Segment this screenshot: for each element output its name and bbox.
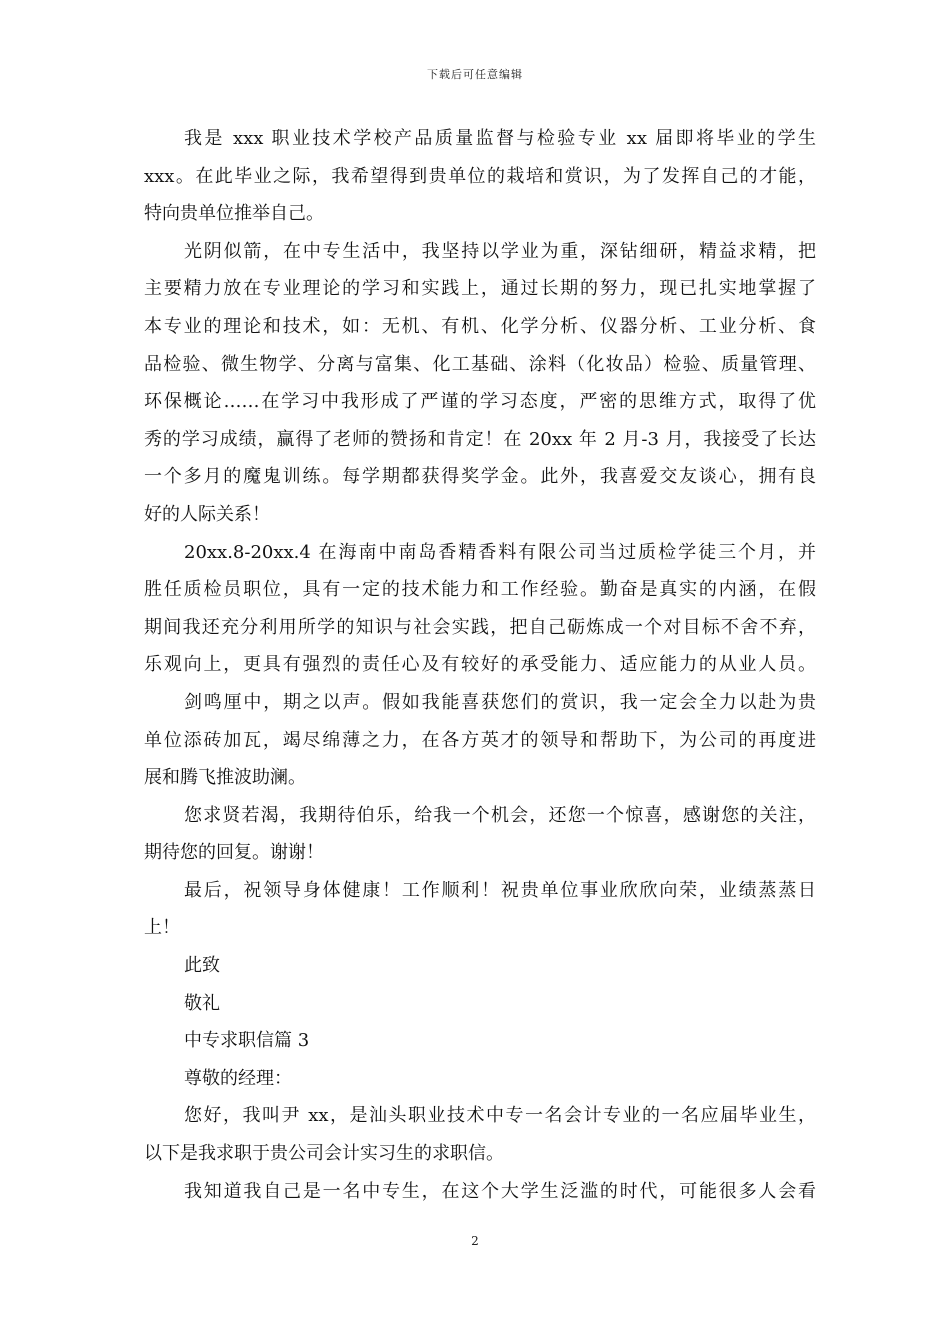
text-line: 我是 xxx 职业技术学校产品质量监督与检验专业 xx 届即将毕业的学生 xyxy=(184,128,816,149)
text-line: 光阴似箭，在中专生活中，我坚持以学业为重，深钻细研，精益求精，把 xyxy=(184,240,816,262)
text-line: 主要精力放在专业理论的学习和实践上，通过长期的努力，现已扎实地掌握了 xyxy=(144,278,816,300)
text-line: 展和腾飞推波助澜。 xyxy=(144,767,306,789)
text-line: 剑鸣厘中，期之以声。假如我能喜获您们的赏识，我一定会全力以赴为贵 xyxy=(184,691,816,713)
text-line: 本专业的理论和技术，如：无机、有机、化学分析、仪器分析、工业分析、食 xyxy=(144,315,816,337)
text-line: 胜任质检员职位，具有一定的技术能力和工作经验。勤奋是真实的内涵，在假 xyxy=(144,579,816,601)
text-line: 此致 xyxy=(184,955,220,977)
document-body xyxy=(144,120,816,1210)
text-line: 最后，祝领导身体健康！工作顺利！祝贵单位事业欣欣向荣，业绩蒸蒸日 xyxy=(184,879,816,901)
text-line: 您求贤若渴，我期待伯乐，给我一个机会，还您一个惊喜，感谢您的关注， xyxy=(184,804,816,826)
text-line: 期间我还充分利用所学的知识与社会实践，把自己砺炼成一个对目标不舍不弃， xyxy=(144,616,816,638)
text-line: xxx。在此毕业之际，我希望得到贵单位的栽培和赏识，为了发挥自己的才能， xyxy=(144,165,816,187)
page-header: 下载后可任意编辑 xyxy=(427,68,523,81)
text-line: 尊敬的经理： xyxy=(184,1067,292,1089)
text-line: 秀的学习成绩，赢得了老师的赞扬和肯定！在 20xx 年 2 月-3 月，我接受了长达 xyxy=(144,428,816,450)
text-line: 敬礼 xyxy=(184,992,220,1014)
text-line: 以下是我求职于贵公司会计实习生的求职信。 xyxy=(144,1143,504,1165)
text-line: 乐观向上，更具有强烈的责任心及有较好的承受能力、适应能力的从业人员。 xyxy=(144,654,816,676)
text-line: 上！ xyxy=(144,917,180,939)
text-line: 品检验、微生物学、分离与富集、化工基础、涂料（化妆品）检验、质量管理、 xyxy=(144,353,816,375)
text-line: 环保概论……在学习中我形成了严谨的学习态度，严密的思维方式，取得了优 xyxy=(144,391,816,413)
text-line: 好的人际关系！ xyxy=(144,503,270,525)
text-line: 单位添砖加瓦，竭尽绵薄之力，在各方英才的领导和帮助下，为公司的再度进 xyxy=(144,729,816,751)
page-number: 2 xyxy=(471,1234,479,1248)
text-line: 期待您的回复。谢谢！ xyxy=(144,842,324,864)
text-line: 特向贵单位推举自己。 xyxy=(144,203,324,225)
text-line: 一个多月的魔鬼训练。每学期都获得奖学金。此外，我喜爱交友谈心，拥有良 xyxy=(144,466,816,488)
text-line: 您好，我叫尹 xx，是汕头职业技术中专一名会计专业的一名应届毕业生， xyxy=(184,1105,816,1127)
text-line: 我知道我自己是一名中专生，在这个大学生泛滥的时代，可能很多人会看 xyxy=(184,1180,816,1202)
text-line: 20xx.8-20xx.4 在海南中南岛香精香料有限公司当过质检学徒三个月，并 xyxy=(184,541,816,563)
text-line: 中专求职信篇 3 xyxy=(184,1030,310,1052)
